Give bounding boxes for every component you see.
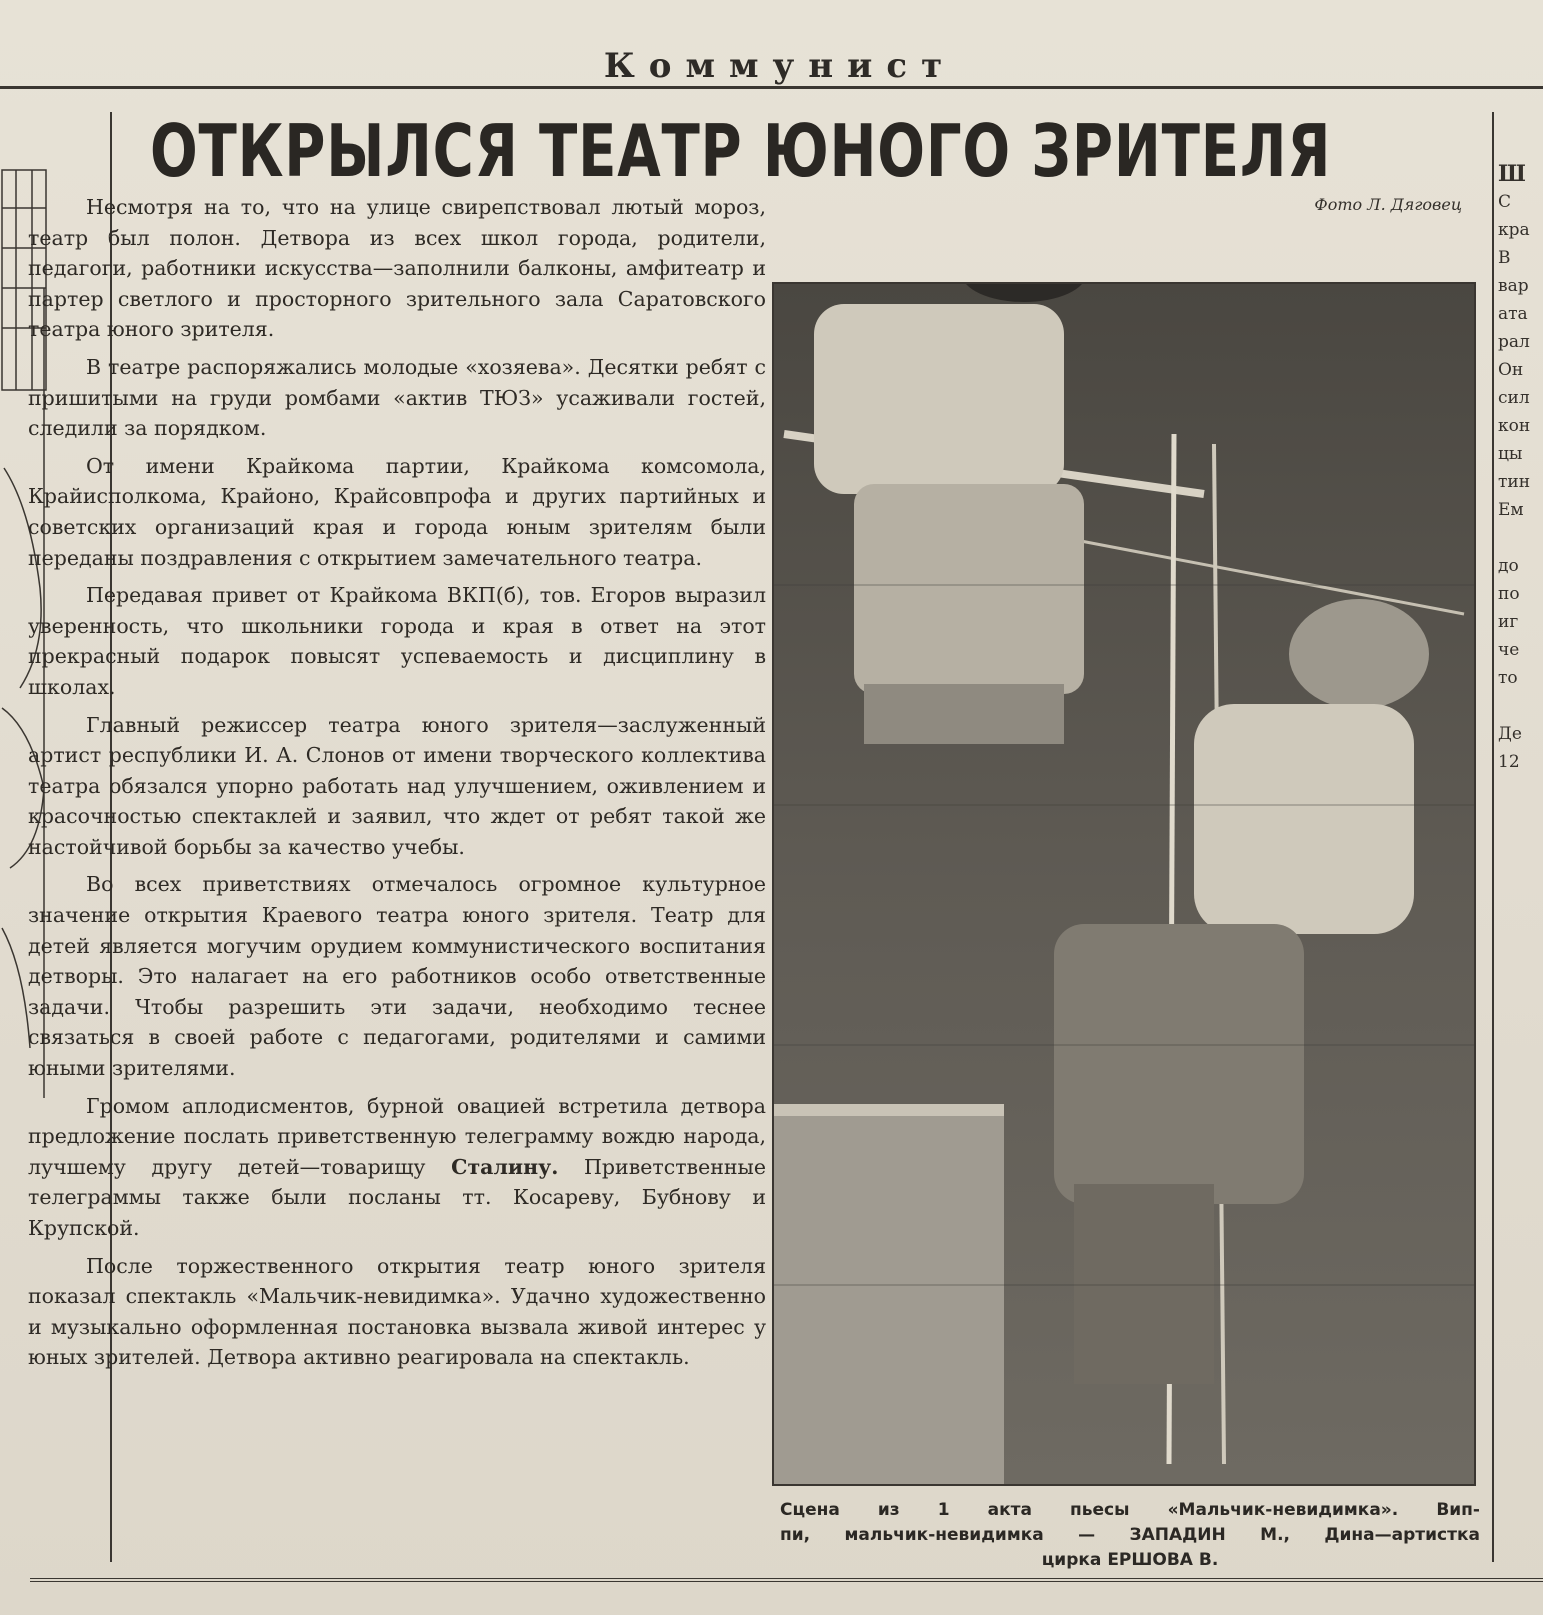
- neighbor-line: то: [1498, 668, 1518, 688]
- article-paragraph: Главный режиссер театра юного зрителя—заслуженный артист республики И. А. Слонов от имени творческого коллектива театра обязался упорно работать над улучшением, оживлением и красочностью спектаклей и заявил, что ждет от ребят такой же настойчивой борьбы за качество учебы.: [28, 712, 766, 859]
- caption-line: цирка ЕРШОВА В.: [1041, 1550, 1219, 1570]
- article-paragraph: Несмотря на то, что на улице свирепствовал лютый мороз, театр был полон. Детвора из всех школ города, родители, педагоги, работники искусства—заполнили балконы, амфитеатр и партер светлого и просторного зрительного зала Саратовского театра юного зрителя.: [28, 195, 766, 342]
- neighbor-line: 12: [1498, 752, 1520, 772]
- neighbor-line: В: [1498, 248, 1511, 268]
- neighbor-line: тин: [1498, 472, 1531, 492]
- photo-caption: [780, 1498, 1480, 1578]
- article-paragraph: После торжественного открытия театр юного зрителя показал спектакль «Мальчик-невидимка». Удачно художественно и музыкально оформленная постановка вызвала живой интерес у юных зрителей. Детвора активно реагировала на спектакль.: [28, 1253, 766, 1370]
- neighbor-line: Он: [1498, 360, 1524, 380]
- scene-photograph: [772, 282, 1476, 1486]
- headline: ОТКРЫЛСЯ ТЕАТР ЮНОГО ЗРИТЕЛЯ: [150, 109, 1332, 193]
- neighbor-line: С: [1498, 192, 1512, 212]
- neighbor-line: по: [1498, 584, 1520, 604]
- article-bold-name: Сталину.: [451, 1154, 559, 1179]
- article-text: Громом аплодисментов, бурной овацией встретила детвора предложение послать приветственную телеграмму вождю народа, лучшему другу детей—товарищу: [28, 1093, 766, 1179]
- article-paragraph: Во всех приветствиях отмечалось огромное культурное значение открытия Краевого театра юного зрителя. Театр для детей является могучим орудием коммунистического воспитания детворы. Это налагает на его работников особо ответственные задачи. Чтобы разрешить эти задачи, необходимо теснее связаться в своей работе с педагогами, родителями и самими юными зрителями.: [28, 872, 766, 1081]
- article-paragraph: В театре распоряжались молодые «хозяева». Десятки ребят с пришитыми на груди ромбами «актив ТЮЗ» усаживали гостей, следили за порядком.: [28, 354, 766, 441]
- neighbor-column-fragment: [1498, 160, 1543, 1360]
- neighbor-line: цы: [1498, 444, 1523, 464]
- article-paragraph: От имени Крайкома партии, Крайкома комсомола, Крайисполкома, Крайоно, Крайсовпрофа и других партийных и советских организаций края и города юным зрителям были переданы поздравления с открытием замечательного театра.: [28, 453, 766, 570]
- masthead: Коммунист: [603, 46, 957, 86]
- neighbor-line: кра: [1498, 220, 1530, 240]
- neighbor-line: [1498, 692, 1543, 720]
- caption-line: пи, мальчик-невидимка — ЗАПАДИН М., Дина—артистка: [780, 1525, 1480, 1545]
- neighbor-line: до: [1498, 556, 1519, 576]
- neighbor-line: че: [1498, 640, 1520, 660]
- neighbor-line: иг: [1498, 612, 1519, 632]
- neighbor-line: [1498, 524, 1543, 552]
- neighbor-heading: Ш: [1498, 161, 1526, 187]
- article-text: Приветственные телеграммы также были посланы тт. Косареву, Бубнову и Крупской.: [28, 1154, 766, 1240]
- neighbor-line: кон: [1498, 416, 1531, 436]
- bottom-rule: [30, 1578, 1543, 1582]
- article-paragraph: [28, 1091, 766, 1244]
- neighbor-line: Ем: [1498, 500, 1524, 520]
- neighbor-line: ата: [1498, 304, 1528, 324]
- neighbor-line: сил: [1498, 388, 1530, 408]
- article-body: [28, 192, 766, 1572]
- caption-line: Сцена из 1 акта пьесы «Мальчик-невидимка». Вип-: [780, 1500, 1480, 1520]
- neighbor-line: рал: [1498, 332, 1530, 352]
- neighbor-line: Де: [1498, 724, 1522, 744]
- article-paragraph: Передавая привет от Крайкома ВКП(б), тов. Егоров выразил уверенность, что школьники города и края в ответ на этот прекрасный подарок повысят успеваемость и дисциплину в школах.: [28, 583, 766, 699]
- photo-credit: Фото Л. Дяговец: [1314, 195, 1462, 214]
- column-rule-right: [1492, 112, 1494, 1562]
- neighbor-line: вар: [1498, 276, 1529, 296]
- top-rule: [0, 86, 1543, 89]
